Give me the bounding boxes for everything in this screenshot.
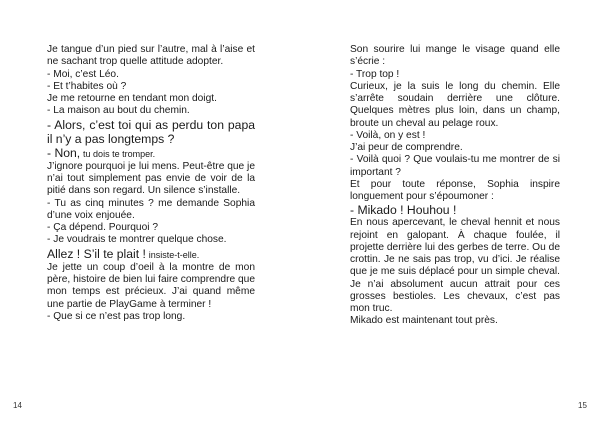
paragraph: - Mikado ! Houhou !: [350, 203, 457, 218]
paragraph: - La maison au bout du chemin.: [47, 105, 190, 117]
paragraph: Je tangue d’un pied sur l’autre, mal à l’aise et ne sachant trop quelle attitude adopter.: [47, 44, 255, 68]
paragraph: [47, 146, 255, 161]
paragraph: - Trop top !: [350, 68, 400, 80]
paragraph-text: insiste-t-elle.: [148, 249, 200, 260]
paragraph: [47, 247, 255, 262]
paragraph: - Tu as cinq minutes ? me demande Sophia d’une voix enjouée.: [47, 197, 255, 221]
paragraph: Je me retourne en tendant mon doigt.: [47, 93, 217, 104]
page-number-left: 14: [13, 401, 22, 410]
paragraph: Son sourire lui mange le visage quand elle s’écrie :: [350, 44, 560, 68]
page-number-right: 15: [578, 401, 587, 410]
emphasis-text: Allez ! S’il te plait !: [47, 246, 146, 261]
left-page-text: [47, 44, 255, 323]
paragraph: Et pour toute réponse, Sophia inspire longuement pour s’époumoner :: [350, 178, 560, 202]
paragraph: J’ai peur de comprendre.: [350, 142, 463, 153]
paragraph: - Moi, c’est Léo.: [47, 68, 119, 80]
paragraph: J’ignore pourquoi je lui mens. Peut-être que je n’ai tout simplement pas envie de voir de la pitié dans son regard. Un silence s’installe.: [47, 160, 255, 197]
emphasis-text: - Non,: [47, 145, 81, 160]
paragraph: Curieux, je la suis le long du chemin. Elle s’arrête soudain derrière une clôture. Quelques mètres plus loin, dans un champ, broute un cheval au pelage roux.: [350, 80, 560, 129]
paragraph: En nous apercevant, le cheval hennit et nous rejoint en galopant. À chaque foulée, il projette derrière lui des gerbes de terre. Ou de crottin. Je ne sais pas trop, vu d’ici. Je réalise que je me suis déplacé pour un simple cheval. Je n’ai absolument aucun attrait pour ces grosses bestioles. Les chevaux, c’est pas mon truc.: [350, 217, 560, 314]
right-page-text: [350, 44, 560, 328]
paragraph: Je jette un coup d’oeil à la montre de mon père, histoire de bien lui faire comprendre que mon temps est précieux. J’ai quand même une partie de PlayGame à terminer !: [47, 261, 255, 310]
paragraph: - Que si ce n’est pas trop long.: [47, 310, 186, 322]
paragraph: - Alors, c’est toi qui as perdu ton papa il n’y a pas longtemps ?: [47, 117, 255, 146]
paragraph: - Ça dépend. Pourquoi ?: [47, 222, 159, 233]
paragraph: - Je voudrais te montrer quelque chose.: [47, 234, 227, 246]
paragraph: Mikado est maintenant tout près.: [350, 315, 498, 327]
paragraph: - Voilà quoi ? Que voulais-tu me montrer de si important ?: [350, 154, 560, 178]
paragraph-text: tu dois te tromper.: [83, 148, 156, 159]
paragraph: - Voilà, on y est !: [350, 129, 426, 141]
paragraph: - Et t’habites où ?: [47, 80, 127, 92]
